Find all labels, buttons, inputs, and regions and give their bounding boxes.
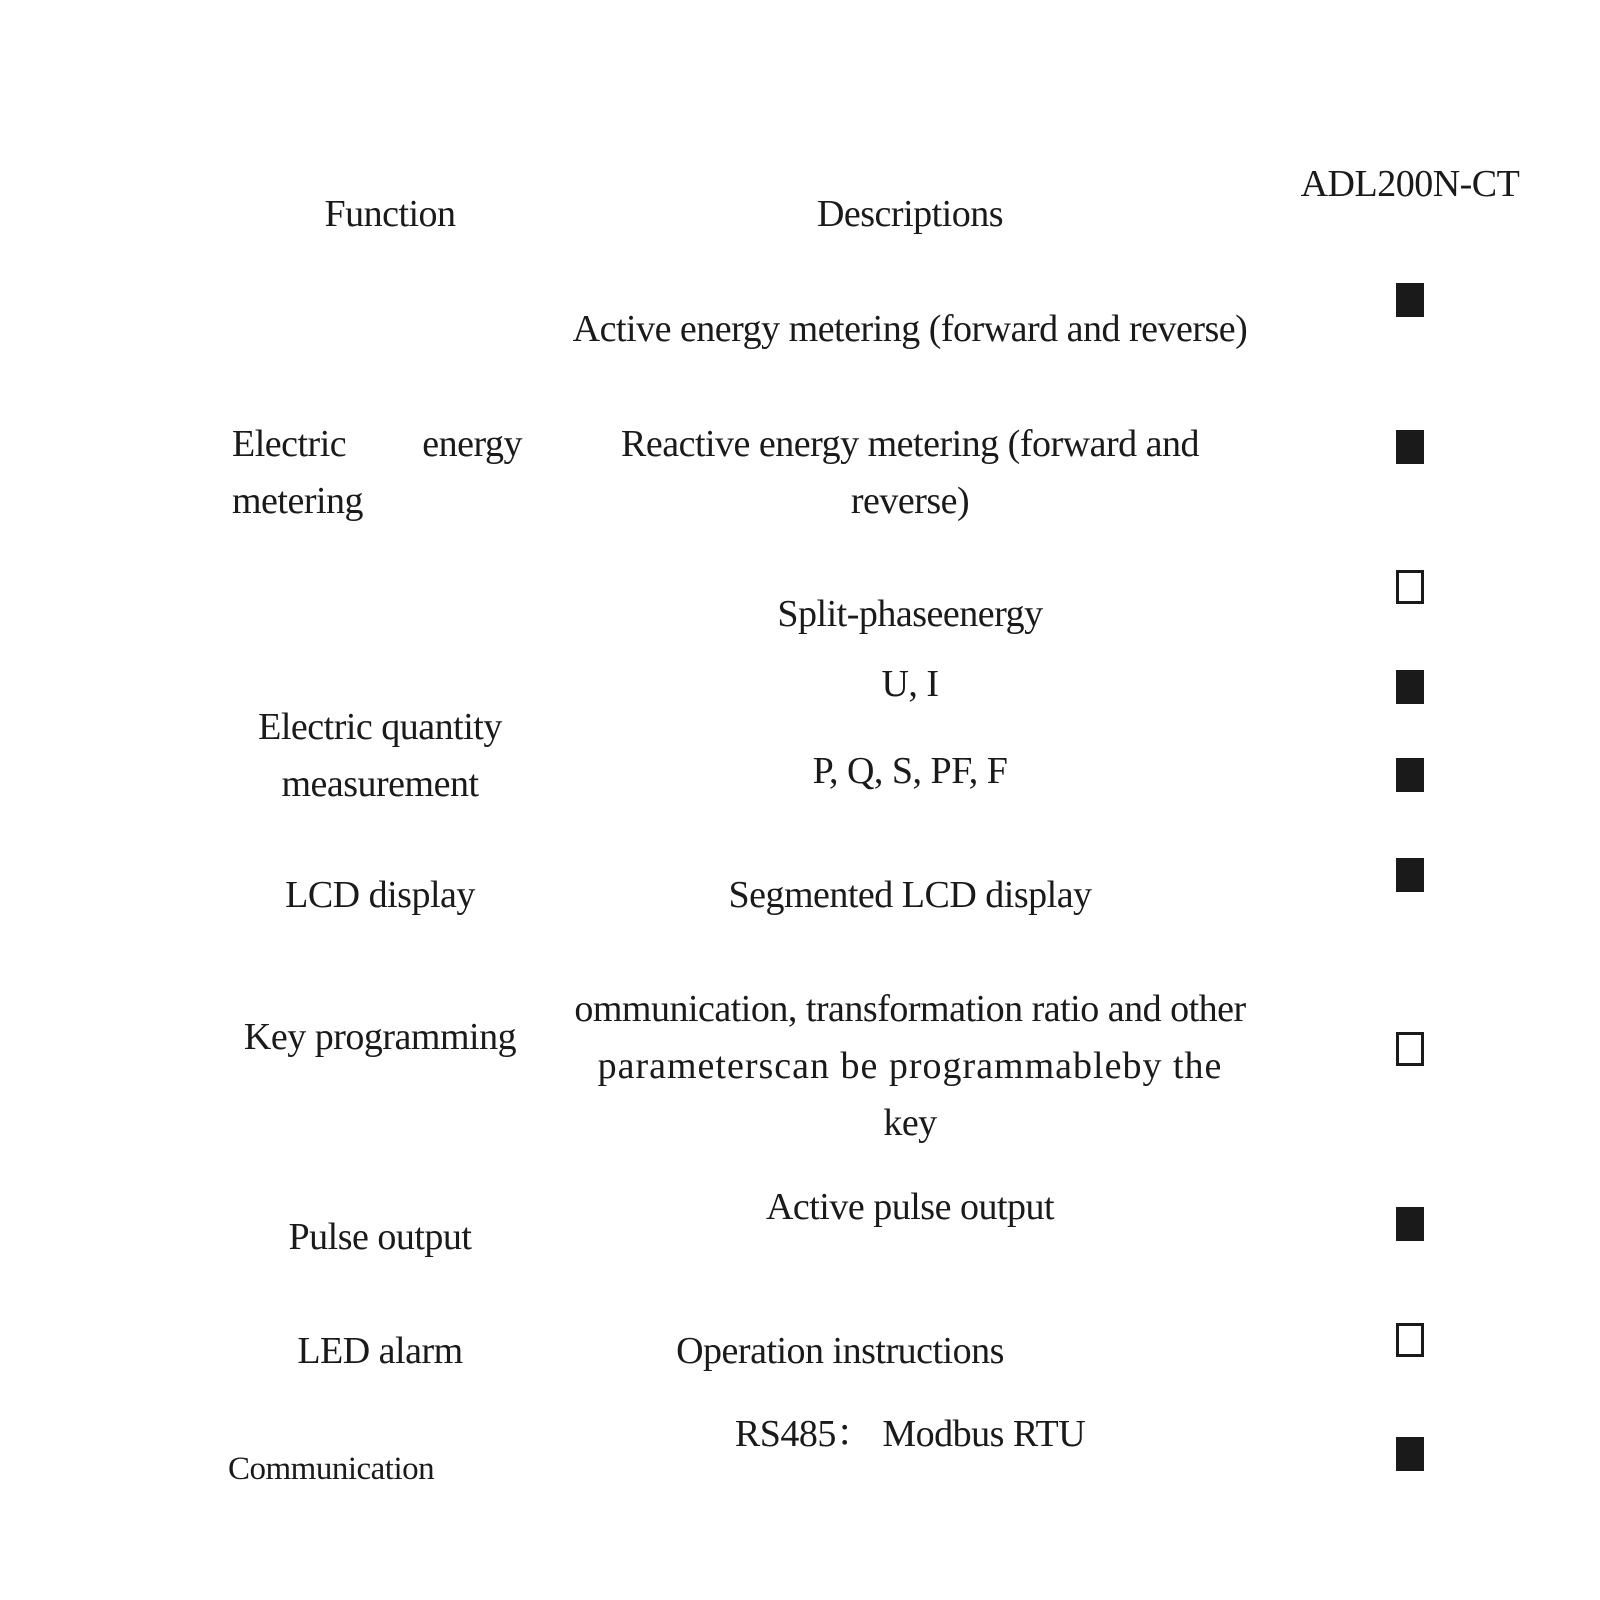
empty-square-icon [1396,570,1424,604]
description-segmented-lcd: Segmented LCD display [728,874,1092,916]
description-rs485: RS485： Modbus RTU [734,1413,1086,1455]
function-led-alarm: LED alarm [297,1330,463,1372]
function-electric-energy-word2: energy [422,423,522,465]
function-electric-energy-word1: Electric [232,423,347,465]
empty-square-icon [1396,1032,1424,1066]
description-reactive-energy-line2: reverse) [850,480,970,522]
function-key-programming: Key programming [243,1016,517,1058]
function-electric-quantity-line2: measurement [281,763,479,805]
empty-square-icon [1396,1323,1424,1357]
filled-square-icon [1396,858,1424,892]
description-reactive-energy-line1: Reactive energy metering (forward and [621,423,1199,465]
description-u-i: U, I [881,663,939,705]
function-electric-energy-line1 [232,415,522,473]
function-electric-quantity-line1: Electric quantity [258,706,502,748]
function-electric-energy-line2: metering [232,480,364,522]
description-key-programming-line2: parameterscan be programmableby the [597,1045,1223,1087]
function-lcd-display: LCD display [285,874,475,916]
header-model: ADL200N-CT [1300,163,1520,205]
description-operation-instructions: Operation instructions [676,1330,1004,1372]
description-key-programming-line3: key [883,1102,937,1144]
filled-square-icon [1396,283,1424,317]
filled-square-icon [1396,1207,1424,1241]
description-active-pulse: Active pulse output [765,1186,1055,1228]
description-p-q-s-pf-f: P, Q, S, PF, F [812,750,1008,792]
filled-square-icon [1396,430,1424,464]
filled-square-icon [1396,758,1424,792]
filled-square-icon [1396,1437,1424,1471]
header-function: Function [324,193,456,235]
description-key-programming-line1: ommunication, transformation ratio and other [574,988,1246,1030]
header-descriptions: Descriptions [816,193,1004,235]
function-communication: Communication [228,1451,435,1487]
description-split-phase: Split-phaseenergy [777,593,1043,635]
description-active-energy: Active energy metering (forward and reverse) [572,308,1248,350]
function-pulse-output: Pulse output [288,1216,472,1258]
filled-square-icon [1396,670,1424,704]
